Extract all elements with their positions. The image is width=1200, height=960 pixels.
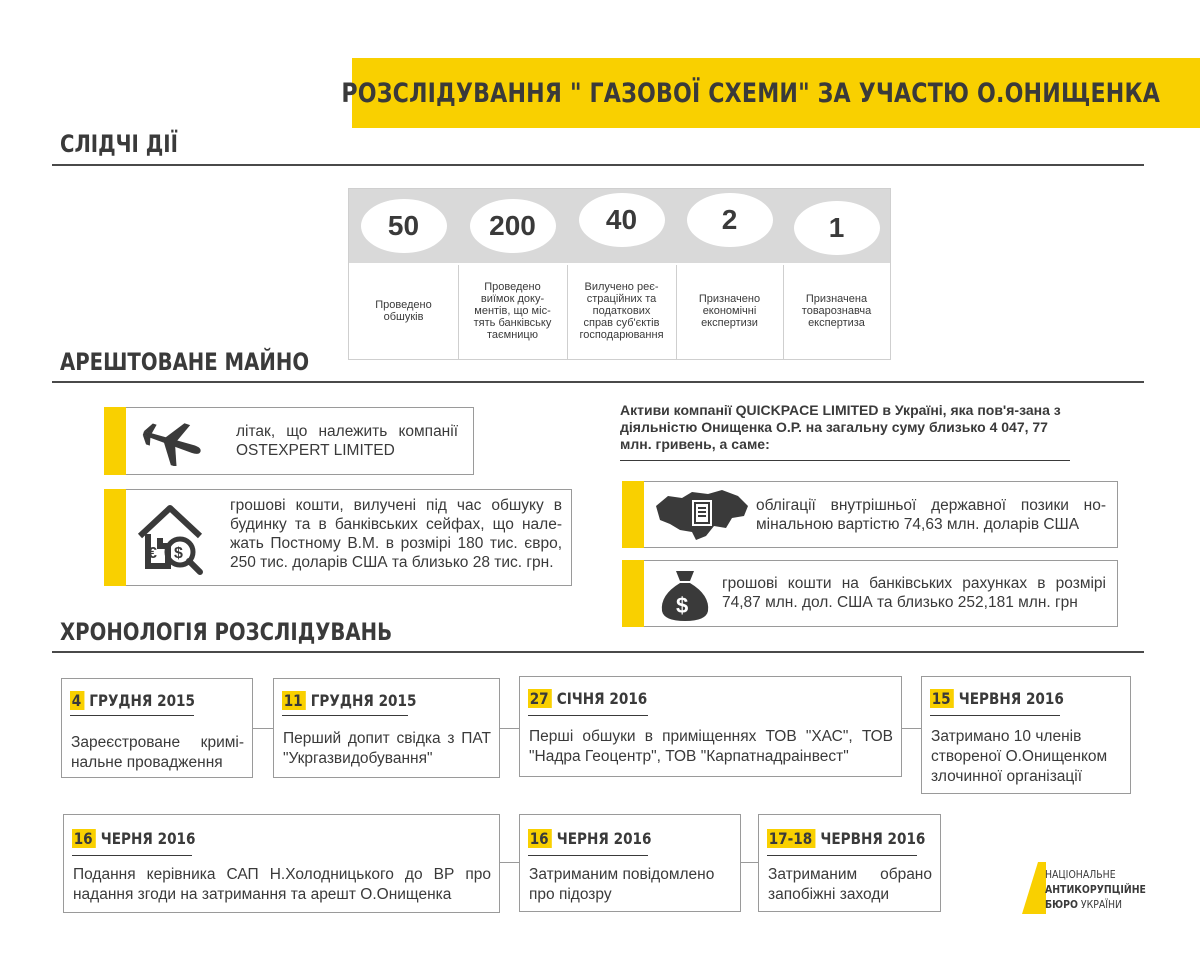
timeline-text: Зареєстроване кримі-нальне провадження [71,734,244,771]
timeline-text: Затримано 10 членів створеної О.Онищенком злочинної організації [931,728,1108,785]
accent-bar [622,481,644,548]
stat-label: Вилучено реє- страційних та податкових справ суб'єктів господарювання [579,281,664,341]
stat-label: Проведено виїмок доку- ментів, що міс- тять банківську таємницю [473,281,552,341]
stat-value: 50 [361,199,447,253]
accent-bar [104,489,126,586]
timeline-date [930,689,1064,708]
house-money-icon [134,502,210,576]
section-heading-investigative: СЛІДЧІ ДІЇ [60,130,178,158]
timeline-connector [500,728,519,729]
timeline-month: ЧЕРНЯ 2016 [100,829,196,848]
timeline-item [758,814,941,912]
timeline-connector [253,728,273,729]
timeline-text: Затриманим обрано запобіжні заходи [768,866,932,903]
timeline-date [70,691,195,710]
timeline-text: Перші обшуки в приміщеннях ТОВ "ХАС", ТОВ "Надра Геоцентр", ТОВ "Карпатнадраінвест" [529,728,893,765]
timeline-text: Перший допит свідка з ПАТ "Укргазвидобування" [283,730,491,767]
logo-line-3-rest: УКРАЇНИ [1077,898,1123,911]
timeline-connector [902,728,921,729]
timeline-date [282,691,416,710]
assets-accounts-card [643,560,1118,627]
svg-text:€: € [148,545,157,562]
stat-commodity-expertise [783,189,890,359]
stats-panel [348,188,891,360]
timeline-date [528,829,651,848]
assets-divider [620,460,1070,461]
section-divider [52,651,1144,653]
title-banner [341,58,1200,128]
seized-money-text: грошові кошти, вилучені під час обшуку в будинку та в банківських сейфах, що нале-жать Постному В.М. в розмірі 180 тис. євро, 250 тис. доларів США та близько 28 тис. грн. [230,497,562,571]
timeline-day: 17-18 [767,829,816,848]
timeline-date-underline [767,855,917,856]
accent-bar [104,407,126,475]
logo-line-1: НАЦІОНАЛЬНЕ [1045,868,1116,881]
assets-bonds-card [643,481,1118,548]
stat-searches [349,189,458,359]
timeline-month: ГРУДНЯ 2015 [89,691,195,710]
timeline-date [72,829,195,848]
page-title: РОЗСЛІДУВАННЯ " ГАЗОВОЇ СХЕМИ" ЗА УЧАСТЮ О.ОНИЩЕНКА [341,77,1160,109]
section-divider [52,381,1144,383]
logo-line-2: АНТИКОРУПЦІЙНЕ [1045,883,1146,896]
timeline-text: Подання керівника САП Н.Холодницького до ВР про надання згоди на затримання та арешт О.Онищенка [73,866,491,903]
nabu-logo-icon [1022,862,1046,914]
timeline-day: 27 [528,689,552,708]
timeline-month: СІЧНЯ 2016 [556,689,648,708]
timeline-day: 11 [282,691,306,710]
stat-label: Призначена товарознавча експертиза [801,293,872,329]
stat-label: Призначено економічні експертизи [698,293,761,329]
seized-money-card [125,489,572,586]
assets-heading: Активи компанії QUICKPACE LIMITED в Україні, яка пов'я-зана з діяльністю Онищенка О.Р. на загальну суму близько 4 047, 77 млн. гривень, а саме: [620,402,1061,452]
stat-cases [567,189,676,359]
stat-label: Проведено обшуків [375,299,432,323]
timeline-item [61,678,253,778]
timeline-item [63,814,500,913]
logo-line-3-bold: БЮРО [1045,898,1078,911]
svg-text:$: $ [676,593,689,618]
timeline-date [528,689,647,708]
section-divider [52,164,1144,166]
stat-value: 40 [579,193,665,247]
assets-accounts-text: грошові кошти на банківських рахунках в розмірі 74,87 млн. дол. США та близько 252,181 млн. грн [722,575,1106,611]
timeline-day: 4 [70,691,85,710]
timeline-connector [741,862,758,863]
ukraine-map-document-icon [652,488,750,544]
stat-economic-expertise [676,189,783,359]
timeline-text: Затриманим повідомлено про підозру [529,866,715,903]
timeline-month: ЧЕРНЯ 2016 [556,829,652,848]
timeline-day: 16 [72,829,96,848]
timeline-date-underline [528,715,648,716]
assets-bonds-text: облігації внутрішньої державної позики но-мінальною вартістю 74,63 млн. доларів США [756,497,1106,533]
airplane-icon [138,418,204,466]
timeline-date-underline [70,715,194,716]
stat-value: 200 [470,199,556,253]
timeline-month: ЧЕРВНЯ 2016 [958,689,1064,708]
timeline-date-underline [528,855,648,856]
timeline-month: ЧЕРВНЯ 2016 [820,829,926,848]
timeline-item [519,676,902,777]
timeline-date-underline [282,715,408,716]
accent-bar [622,560,644,627]
nabu-logo-text [1045,867,1146,912]
money-bag-icon [658,567,712,623]
timeline-item [519,814,741,912]
stat-value: 1 [794,201,880,255]
timeline-date [767,829,925,848]
timeline-date-underline [930,715,1060,716]
timeline-item [921,676,1131,794]
timeline-day: 16 [528,829,552,848]
timeline-date-underline [72,855,192,856]
section-heading-chronology: ХРОНОЛОГІЯ РОЗСЛІДУВАНЬ [60,618,393,646]
seized-plane-card [125,407,474,475]
timeline-month: ГРУДНЯ 2015 [310,691,417,710]
stat-seizures [458,189,567,359]
seized-plane-text: літак, що належить компанії OSTEXPERT LIMITED [236,423,458,459]
timeline-item [273,678,500,778]
timeline-connector [500,862,519,863]
timeline-day: 15 [930,689,954,708]
stat-value: 2 [687,193,773,247]
svg-text:$: $ [174,545,183,562]
section-heading-seized: АРЕШТОВАНЕ МАЙНО [60,348,310,376]
